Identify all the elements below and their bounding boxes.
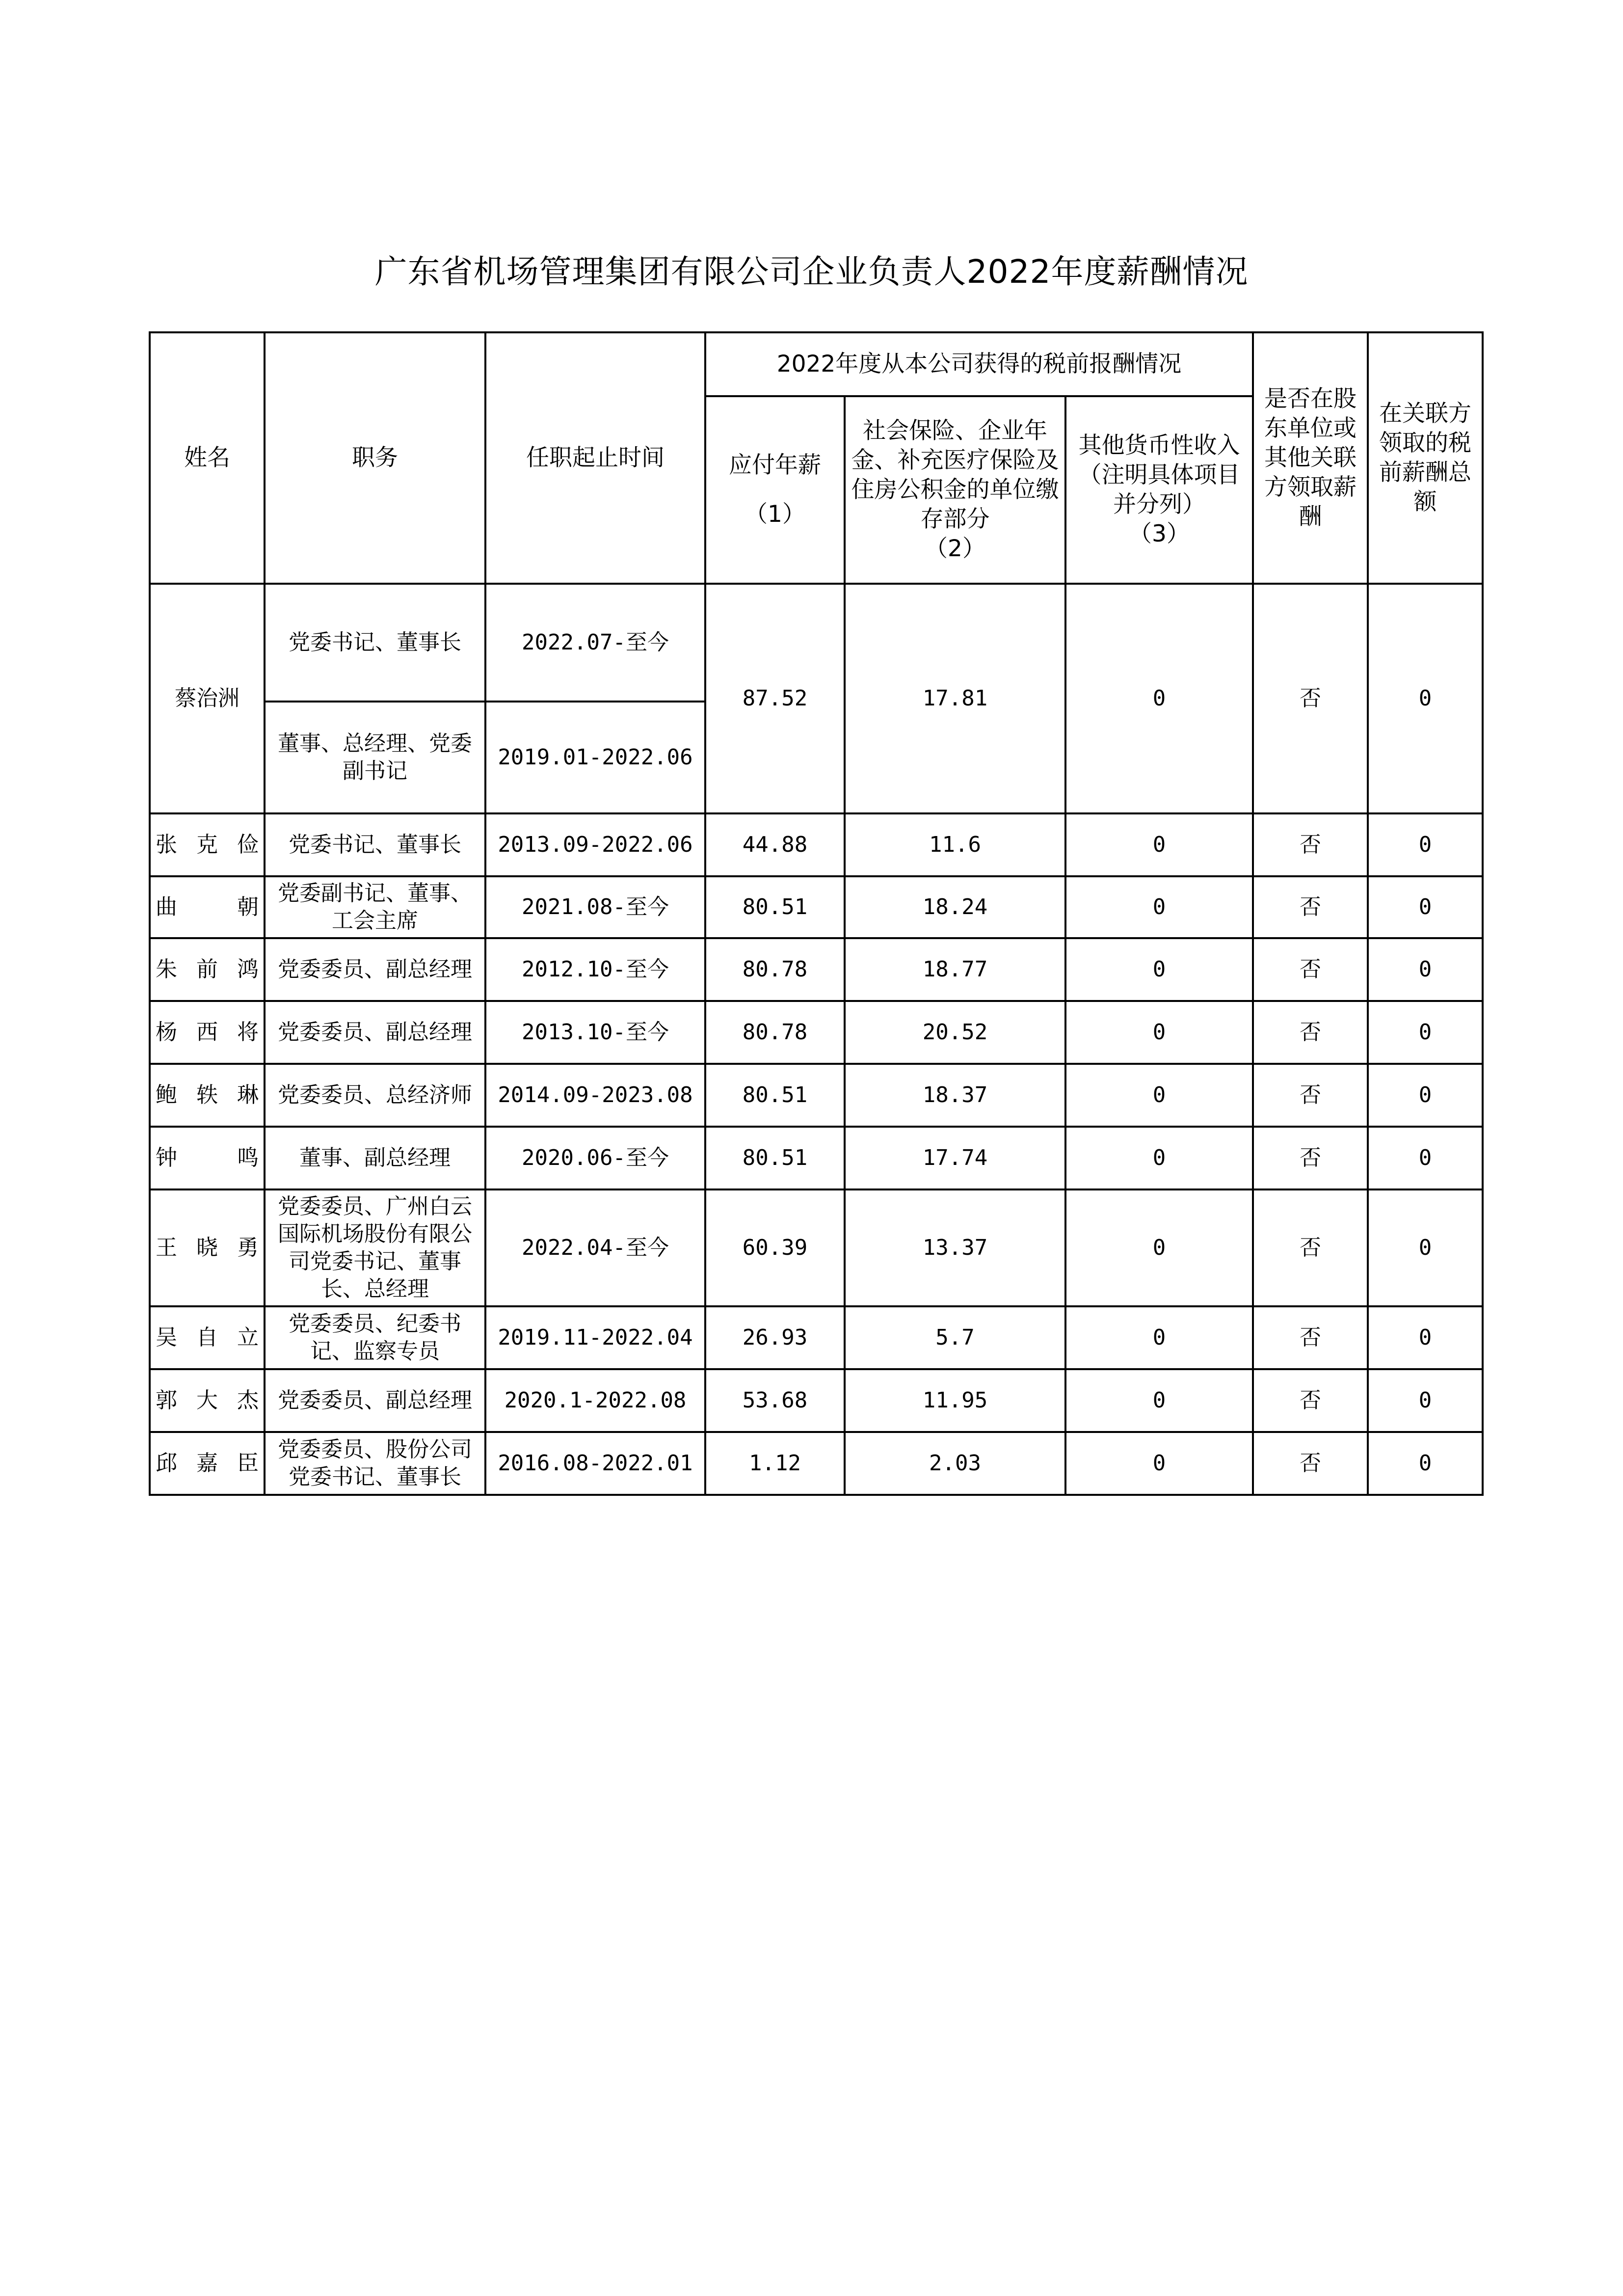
header-group: 2022年度从本公司获得的税前报酬情况 (705, 332, 1253, 396)
cell-position: 党委委员、总经济师 (265, 1064, 485, 1127)
cell-position: 党委委员、副总经理 (265, 1001, 485, 1064)
cell-term: 2013.09-2022.06 (485, 813, 705, 876)
table-row (150, 1369, 1483, 1432)
cell-other: 0 (1065, 1001, 1253, 1064)
cell-related-total: 0 (1368, 876, 1483, 938)
cell-insurance: 17.81 (845, 584, 1065, 813)
cell-term: 2021.08-至今 (485, 876, 705, 938)
compensation-table (149, 331, 1484, 1496)
cell-name: 蔡治洲 (150, 584, 265, 813)
cell-salary: 26.93 (705, 1306, 845, 1369)
cell-insurance: 2.03 (845, 1432, 1065, 1495)
cell-term: 2013.10-至今 (485, 1001, 705, 1064)
header-insurance-label: 社会保险、企业年金、补充医疗保险及住房公积金的单位缴存部分 (851, 417, 1059, 533)
cell-name: 邱嘉臣 (150, 1432, 265, 1495)
table-body (150, 584, 1483, 1495)
cell-insurance: 11.95 (845, 1369, 1065, 1432)
cell-related: 否 (1253, 813, 1368, 876)
header-salary-label: 应付年薪 (729, 452, 821, 479)
cell-other: 0 (1065, 1064, 1253, 1127)
header-other (1065, 396, 1253, 584)
cell-term: 2019.11-2022.04 (485, 1306, 705, 1369)
header-salary-index: （1） (745, 501, 805, 528)
table-row (150, 584, 1483, 702)
cell-salary: 80.78 (705, 1001, 845, 1064)
header-term: 任职起止时间 (485, 332, 705, 584)
cell-name: 钟鸣 (150, 1127, 265, 1189)
cell-salary: 80.51 (705, 1064, 845, 1127)
cell-related-total: 0 (1368, 1369, 1483, 1432)
cell-position: 董事、总经理、党委副书记 (265, 702, 485, 813)
cell-term: 2016.08-2022.01 (485, 1432, 705, 1495)
cell-position: 党委委员、纪委书记、监察专员 (265, 1306, 485, 1369)
table-row (150, 1432, 1483, 1495)
cell-other: 0 (1065, 1432, 1253, 1495)
table-row (150, 1001, 1483, 1064)
cell-name: 王晓勇 (150, 1189, 265, 1306)
cell-term: 2022.04-至今 (485, 1189, 705, 1306)
table-row (150, 938, 1483, 1001)
header-name: 姓名 (150, 332, 265, 584)
cell-position: 党委委员、广州白云国际机场股份有限公司党委书记、董事长、总经理 (265, 1189, 485, 1306)
table-row (150, 813, 1483, 876)
cell-related-total: 0 (1368, 1306, 1483, 1369)
cell-salary: 80.51 (705, 1127, 845, 1189)
cell-salary: 53.68 (705, 1369, 845, 1432)
cell-related: 否 (1253, 938, 1368, 1001)
cell-related-total: 0 (1368, 584, 1483, 813)
cell-related-total: 0 (1368, 938, 1483, 1001)
cell-related: 否 (1253, 1064, 1368, 1127)
table-row (150, 1189, 1483, 1306)
header-position: 职务 (265, 332, 485, 584)
cell-salary: 1.12 (705, 1432, 845, 1495)
cell-term: 2020.1-2022.08 (485, 1369, 705, 1432)
cell-insurance: 13.37 (845, 1189, 1065, 1306)
header-related: 是否在股东单位或其他关联方领取薪酬 (1253, 332, 1368, 584)
cell-name: 张克俭 (150, 813, 265, 876)
cell-other: 0 (1065, 938, 1253, 1001)
cell-position: 党委委员、副总经理 (265, 1369, 485, 1432)
cell-term: 2014.09-2023.08 (485, 1064, 705, 1127)
cell-related-total: 0 (1368, 1064, 1483, 1127)
table-row (150, 1306, 1483, 1369)
cell-related-total: 0 (1368, 1189, 1483, 1306)
cell-insurance: 18.37 (845, 1064, 1065, 1127)
cell-name: 朱前鸿 (150, 938, 265, 1001)
cell-insurance: 17.74 (845, 1127, 1065, 1189)
cell-position: 党委委员、股份公司党委书记、董事长 (265, 1432, 485, 1495)
cell-related: 否 (1253, 1127, 1368, 1189)
cell-insurance: 18.77 (845, 938, 1065, 1001)
cell-other: 0 (1065, 1306, 1253, 1369)
cell-related: 否 (1253, 1001, 1368, 1064)
cell-salary: 87.52 (705, 584, 845, 813)
cell-other: 0 (1065, 584, 1253, 813)
header-related-total: 在关联方领取的税前薪酬总额 (1368, 332, 1483, 584)
cell-salary: 80.78 (705, 938, 845, 1001)
cell-related: 否 (1253, 1432, 1368, 1495)
cell-salary: 44.88 (705, 813, 845, 876)
cell-related-total: 0 (1368, 1432, 1483, 1495)
cell-related-total: 0 (1368, 813, 1483, 876)
cell-insurance: 11.6 (845, 813, 1065, 876)
cell-term: 2020.06-至今 (485, 1127, 705, 1189)
cell-other: 0 (1065, 1369, 1253, 1432)
table-row (150, 1064, 1483, 1127)
cell-other: 0 (1065, 1127, 1253, 1189)
cell-term: 2012.10-至今 (485, 938, 705, 1001)
cell-insurance: 20.52 (845, 1001, 1065, 1064)
cell-insurance: 18.24 (845, 876, 1065, 938)
cell-other: 0 (1065, 1189, 1253, 1306)
cell-other: 0 (1065, 813, 1253, 876)
cell-name: 杨西将 (150, 1001, 265, 1064)
cell-name: 曲朝 (150, 876, 265, 938)
header-other-label: 其他货币性收入（注明具体项目并分列） (1078, 432, 1240, 518)
cell-position: 党委委员、副总经理 (265, 938, 485, 1001)
cell-related-total: 0 (1368, 1001, 1483, 1064)
cell-name: 吴自立 (150, 1306, 265, 1369)
cell-related: 否 (1253, 1369, 1368, 1432)
header-insurance (845, 396, 1065, 584)
table-header (150, 332, 1483, 584)
cell-term: 2022.07-至今 (485, 584, 705, 702)
cell-insurance: 5.7 (845, 1306, 1065, 1369)
cell-salary: 60.39 (705, 1189, 845, 1306)
cell-position: 党委副书记、董事、工会主席 (265, 876, 485, 938)
cell-position: 董事、副总经理 (265, 1127, 485, 1189)
cell-position: 党委书记、董事长 (265, 813, 485, 876)
cell-name: 鲍轶琳 (150, 1064, 265, 1127)
cell-related-total: 0 (1368, 1127, 1483, 1189)
cell-other: 0 (1065, 876, 1253, 938)
page-title: 广东省机场管理集团有限公司企业负责人2022年度薪酬情况 (374, 253, 1249, 291)
cell-related: 否 (1253, 1306, 1368, 1369)
cell-position: 党委书记、董事长 (265, 584, 485, 702)
header-salary (705, 396, 845, 584)
cell-related: 否 (1253, 584, 1368, 813)
cell-related: 否 (1253, 1189, 1368, 1306)
cell-related: 否 (1253, 876, 1368, 938)
table-row (150, 1127, 1483, 1189)
table-row (150, 876, 1483, 938)
header-other-index: （3） (1129, 520, 1190, 547)
cell-salary: 80.51 (705, 876, 845, 938)
cell-term: 2019.01-2022.06 (485, 702, 705, 813)
header-insurance-index: （2） (925, 535, 985, 562)
cell-name: 郭大杰 (150, 1369, 265, 1432)
